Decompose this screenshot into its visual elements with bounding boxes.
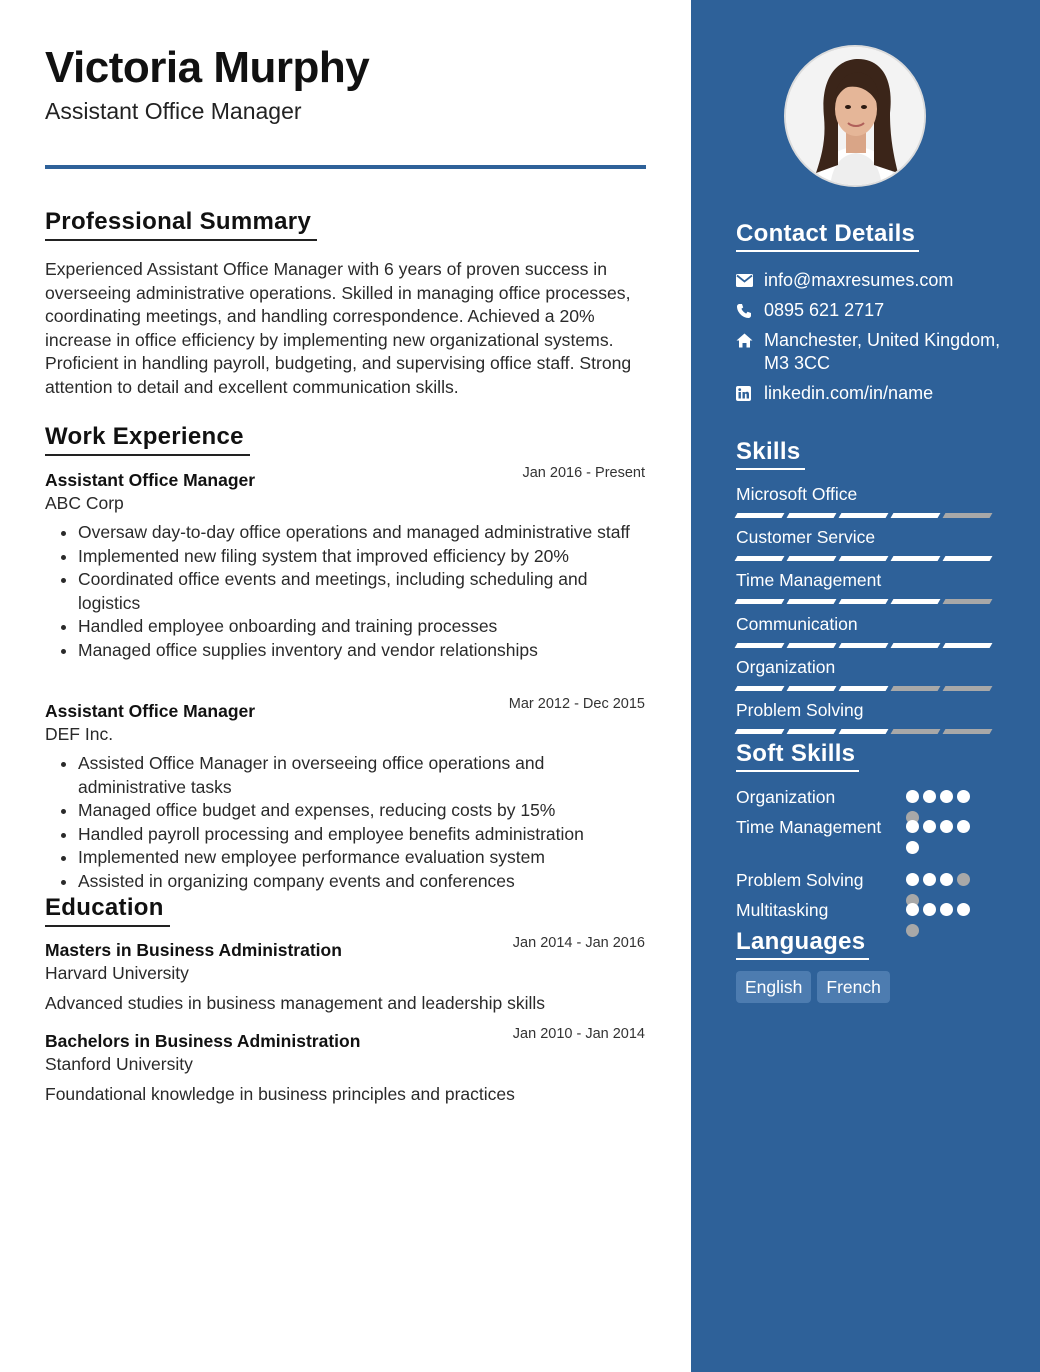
- skill-name: Customer Service: [736, 527, 876, 548]
- skill-level-segment: [839, 599, 889, 604]
- bullet-item: • Managed office budget and expenses, reducing costs by 15%: [78, 799, 645, 823]
- bullet-item: • Coordinated office events and meetings, including scheduling and logistics: [78, 568, 645, 615]
- experience-company: ABC Corp: [45, 493, 124, 513]
- rating-dot: [906, 873, 919, 886]
- skill-level-bar: [736, 599, 996, 604]
- skill-level-segment: [943, 643, 993, 648]
- skill-item: [736, 483, 996, 518]
- skill-name: Time Management: [736, 570, 882, 591]
- experience-entry: [45, 465, 645, 662]
- rating-dot: [957, 820, 970, 833]
- skill-item: [736, 613, 996, 648]
- education-entry: [45, 1026, 645, 1106]
- experience-title: Assistant Office Manager: [45, 701, 256, 721]
- skill-level-segment: [735, 643, 785, 648]
- bullet-item: • Assisted Office Manager in overseeing office operations and administrative tasks: [78, 752, 645, 799]
- rating-dot: [923, 873, 936, 886]
- soft-skill-name: Time Management: [736, 817, 882, 837]
- soft-skill-item: [736, 786, 986, 809]
- experience-company: DEF Inc.: [45, 724, 114, 744]
- experience-bullets: [45, 521, 645, 662]
- soft-skill-rating: [906, 903, 990, 937]
- rating-dot: [957, 873, 970, 886]
- rating-dot: [957, 903, 970, 916]
- languages-heading: Languages: [736, 928, 869, 960]
- skill-level-bar: [736, 643, 996, 648]
- bullet-item: • Managed office supplies inventory and vendor relationships: [78, 639, 645, 663]
- contact-address: [736, 329, 1006, 375]
- summary-heading: Professional Summary: [45, 208, 317, 241]
- bullet-item: • Assisted in organizing company events and conferences: [78, 870, 645, 894]
- candidate-name: Victoria Murphy: [45, 43, 370, 92]
- rating-dot: [906, 820, 919, 833]
- envelope-icon: [736, 269, 764, 292]
- skill-level-segment: [839, 729, 889, 734]
- education-degree: Masters in Business Administration: [45, 940, 342, 960]
- rating-dot: [906, 924, 919, 937]
- soft-skill-name: Multitasking: [736, 900, 829, 920]
- education-dates: Jan 2010 - Jan 2014: [512, 1026, 645, 1042]
- language-chip: English: [736, 971, 811, 1003]
- skill-level-segment: [891, 729, 941, 734]
- skill-level-segment: [943, 729, 993, 734]
- skill-level-bar: [736, 729, 996, 734]
- soft-skill-item: [736, 816, 986, 839]
- language-chip: French: [817, 971, 889, 1003]
- sidebar: [691, 0, 1040, 1372]
- job-title: Assistant Office Manager: [45, 98, 302, 124]
- skill-level-segment: [787, 729, 837, 734]
- skill-item: [736, 656, 996, 691]
- skill-level-segment: [839, 513, 889, 518]
- skill-item: [736, 526, 996, 561]
- soft-skills-heading: Soft Skills: [736, 740, 859, 772]
- rating-dot: [906, 903, 919, 916]
- skill-level-segment: [943, 513, 993, 518]
- skills-heading: Skills: [736, 438, 805, 470]
- skill-level-segment: [839, 643, 889, 648]
- rating-dot: [957, 790, 970, 803]
- bullet-item: • Handled employee onboarding and training processes: [78, 615, 645, 639]
- experience-title: Assistant Office Manager: [45, 470, 256, 490]
- education-dates: Jan 2014 - Jan 2016: [512, 935, 645, 951]
- rating-dot: [906, 841, 919, 854]
- skill-item: [736, 569, 996, 604]
- skill-level-segment: [735, 556, 785, 561]
- skill-level-segment: [839, 556, 889, 561]
- home-icon: [736, 329, 764, 352]
- rating-dot: [940, 820, 953, 833]
- skill-level-segment: [943, 686, 993, 691]
- skill-name: Problem Solving: [736, 700, 864, 720]
- skill-level-segment: [735, 686, 785, 691]
- profile-photo: [784, 45, 926, 187]
- contact-phone[interactable]: [736, 299, 1006, 322]
- contact-address-text: Manchester, United Kingdom, M3 3CC: [764, 330, 1001, 373]
- rating-dot: [940, 903, 953, 916]
- skill-level-segment: [787, 643, 837, 648]
- skill-item: [736, 699, 996, 734]
- contact-linkedin[interactable]: [736, 382, 1006, 405]
- skill-name: Organization: [736, 656, 836, 677]
- skill-level-segment: [735, 729, 785, 734]
- bullet-item: • Implemented new employee performance evaluation system: [78, 846, 645, 870]
- soft-skill-item: [736, 869, 986, 892]
- soft-skill-rating: [906, 820, 990, 854]
- bullet-item: • Implemented new filing system that improved efficiency by 20%: [78, 545, 645, 569]
- education-description: Advanced studies in business management and leadership skills: [45, 993, 546, 1013]
- phone-icon: [736, 299, 764, 322]
- skill-level-segment: [891, 643, 941, 648]
- contact-phone-text: 0895 621 2717: [764, 300, 885, 320]
- skill-level-segment: [735, 513, 785, 518]
- skill-level-segment: [839, 686, 889, 691]
- skill-level-segment: [787, 513, 837, 518]
- linkedin-icon: [736, 382, 764, 405]
- skill-name: Microsoft Office: [736, 484, 858, 504]
- skill-level-segment: [891, 599, 941, 604]
- header-divider: [45, 165, 646, 169]
- education-school: Stanford University: [45, 1054, 193, 1074]
- skill-level-segment: [943, 599, 993, 604]
- bullet-item: • Oversaw day-to-day office operations and managed administrative staff: [78, 521, 645, 545]
- education-school: Harvard University: [45, 963, 189, 983]
- summary-text: Experienced Assistant Office Manager with 6 years of proven success in overseeing administrative operations. Skilled in managing office processes, coordinating meetings, and handling correspondence. Achieved a 20% increase in office efficiency by implementing new organizational systems. Proficient in handling payroll, budgeting, and supervising office staff. Strong attention to detail and excellent communication skills.: [45, 259, 632, 397]
- rating-dot: [923, 790, 936, 803]
- education-degree: Bachelors in Business Administration: [45, 1031, 361, 1051]
- portrait-illustration: [786, 47, 926, 187]
- skill-level-segment: [787, 556, 837, 561]
- skill-level-segment: [891, 513, 941, 518]
- skill-level-segment: [787, 686, 837, 691]
- contact-email[interactable]: [736, 269, 1006, 292]
- education-heading: Education: [45, 894, 170, 927]
- skill-level-segment: [735, 599, 785, 604]
- experience-dates: Mar 2012 - Dec 2015: [508, 696, 645, 712]
- contact-heading: Contact Details: [736, 220, 919, 252]
- rating-dot: [923, 820, 936, 833]
- skill-level-segment: [891, 686, 941, 691]
- education-description: Foundational knowledge in business principles and practices: [45, 1084, 515, 1104]
- experience-heading: Work Experience: [45, 423, 250, 456]
- experience-entry: [45, 696, 645, 893]
- soft-skill-name: Organization: [736, 787, 836, 807]
- bullet-item: • Handled payroll processing and employee benefits administration: [78, 823, 645, 847]
- rating-dot: [940, 873, 953, 886]
- rating-dot: [923, 903, 936, 916]
- education-entry: [45, 935, 645, 1015]
- skill-level-segment: [787, 599, 837, 604]
- languages-list: [736, 971, 890, 1003]
- skill-name: Communication: [736, 613, 858, 634]
- skill-level-bar: [736, 556, 996, 561]
- experience-dates: Jan 2016 - Present: [522, 465, 645, 481]
- skill-level-bar: [736, 686, 996, 691]
- experience-bullets: [45, 752, 645, 893]
- skill-level-bar: [736, 513, 996, 518]
- contact-linkedin-text: linkedin.com/in/name: [764, 383, 934, 403]
- soft-skill-name: Problem Solving: [736, 870, 864, 890]
- skill-level-segment: [943, 556, 993, 561]
- contact-email-text: info@maxresumes.com: [764, 270, 954, 290]
- rating-dot: [940, 790, 953, 803]
- skill-level-segment: [891, 556, 941, 561]
- rating-dot: [906, 790, 919, 803]
- soft-skill-item: [736, 899, 986, 922]
